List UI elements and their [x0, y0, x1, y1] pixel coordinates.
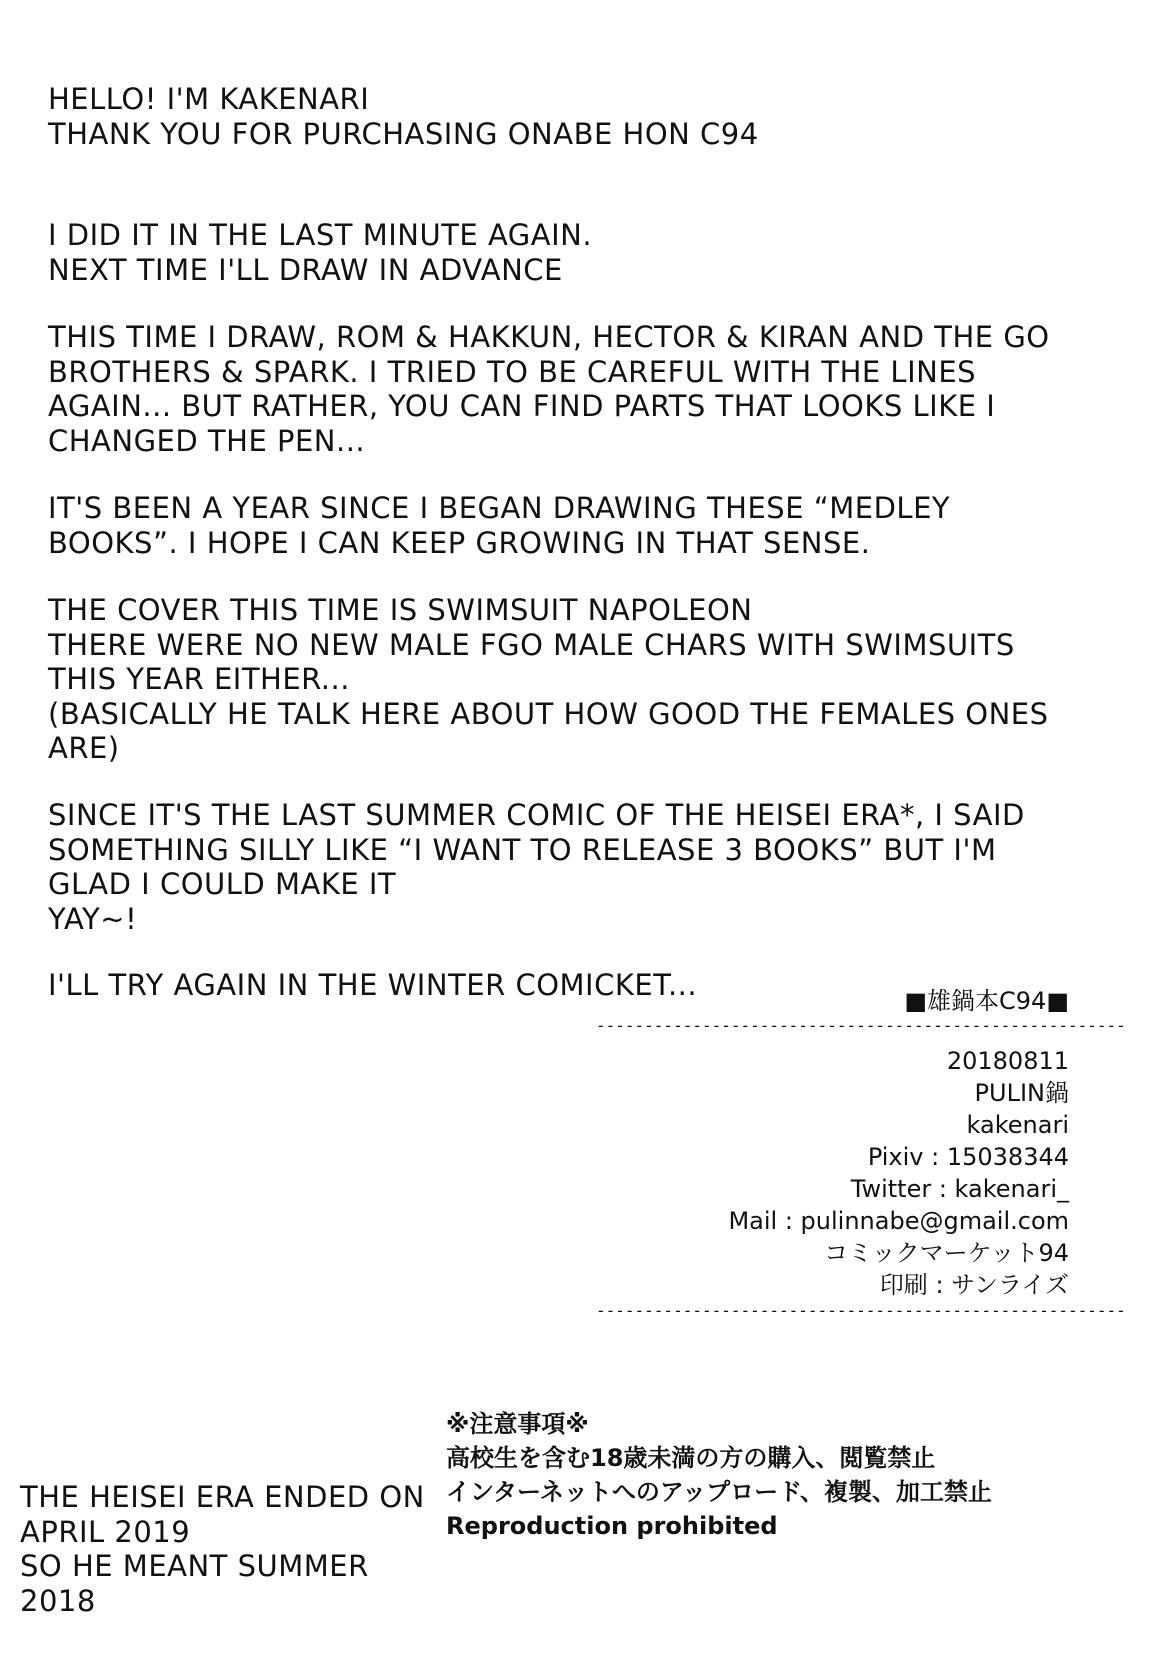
footnote-line: THE HEISEI ERA ENDED ON — [20, 1480, 425, 1514]
paragraph-line: (BASICALLY HE TALK HERE ABOUT HOW GOOD THE FEMALES ONES — [48, 696, 1049, 731]
footnote-line: 2018 — [20, 1583, 96, 1618]
book-title — [904, 985, 1069, 1017]
paragraph-heisei — [48, 798, 1048, 936]
paragraph-line: I'LL TRY AGAIN IN THE WINTER COMICKET... — [48, 968, 698, 1002]
separator-top: ------------------------------------------------------- — [596, 1016, 1126, 1035]
paragraph-line: SOMETHING SILLY LIKE “I WANT TO RELEASE 3 BOOKS” BUT I'M — [48, 832, 997, 867]
paragraph-line: GLAD I COULD MAKE IT — [48, 867, 397, 901]
paragraph-line: AGAIN... BUT RATHER, YOU CAN FIND PARTS THAT LOOKS LIKE I — [48, 389, 996, 423]
paragraph-medley-books — [48, 491, 1048, 560]
paragraph-line: SINCE IT'S THE LAST SUMMER COMIC OF THE HEISEI ERA*, I SAID — [48, 798, 1025, 832]
paragraph-line: NEXT TIME I'LL DRAW IN ADVANCE — [48, 252, 563, 287]
paragraph-line: BOOKS”. I HOPE I CAN KEEP GROWING IN THAT SENSE. — [48, 525, 871, 560]
paragraph-line: IT'S BEEN A YEAR SINCE I BEGAN DRAWING THESE “MEDLEY — [48, 491, 951, 525]
notice-line: インターネットへのアップロード、複製、加工禁止 — [446, 1478, 992, 1506]
twitter-handle: Twitter : kakenari_ — [850, 1175, 1069, 1203]
event-name: コミックマーケット94 — [824, 1239, 1069, 1267]
notice-block — [446, 1407, 992, 1543]
footnote-line: SO HE MEANT SUMMER — [20, 1549, 369, 1583]
notice-heading: ※注意事項※ — [446, 1410, 589, 1438]
circle-name: PULIN鍋 — [974, 1079, 1069, 1107]
paragraph-line: THIS YEAR EITHER... — [48, 662, 350, 696]
book-title-text: ■雄鍋本C94■ — [904, 987, 1069, 1015]
paragraph-cover — [48, 593, 1048, 766]
mail-address: Mail : pulinnabe@gmail.com — [728, 1207, 1069, 1235]
paragraph-characters — [48, 320, 1048, 458]
notice-line: 高校生を含む18歳未満の方の購入、閲覧禁止 — [446, 1444, 936, 1472]
paragraph-winter — [48, 968, 1048, 1003]
greeting-line: HELLO! I'M KAKENARI — [48, 82, 370, 116]
paragraph-line: THIS TIME I DRAW, ROM & HAKKUN, HECTOR & KIRAN AND THE GO — [48, 320, 1050, 354]
publication-date: 20180811 — [946, 1047, 1069, 1075]
colophon-details — [728, 1045, 1069, 1301]
author-name: kakenari — [966, 1111, 1069, 1139]
paragraph-line: THE COVER THIS TIME IS SWIMSUIT NAPOLEON — [48, 593, 753, 627]
greeting-paragraph — [48, 82, 1048, 151]
paragraph-last-minute — [48, 218, 1048, 287]
notice-line: Reproduction prohibited — [446, 1512, 778, 1540]
pixiv-id: Pixiv : 15038344 — [867, 1143, 1069, 1171]
paragraph-line: CHANGED THE PEN... — [48, 423, 366, 458]
paragraph-line: THERE WERE NO NEW MALE FGO MALE CHARS WITH SWIMSUITS — [48, 627, 1015, 662]
paragraph-line: BROTHERS & SPARK. I TRIED TO BE CAREFUL WITH THE LINES — [48, 354, 977, 389]
printer-name: 印刷 : サンライズ — [879, 1271, 1069, 1299]
separator-bottom: ------------------------------------------------------- — [596, 1301, 1126, 1320]
paragraph-line: ARE) — [48, 731, 120, 765]
greeting-line: THANK YOU FOR PURCHASING ONABE HON C94 — [48, 116, 759, 151]
paragraph-line: I DID IT IN THE LAST MINUTE AGAIN. — [48, 218, 593, 252]
paragraph-line: YAY~! — [48, 901, 138, 936]
footnote-line: APRIL 2019 — [20, 1514, 191, 1549]
translator-footnote — [20, 1480, 440, 1618]
